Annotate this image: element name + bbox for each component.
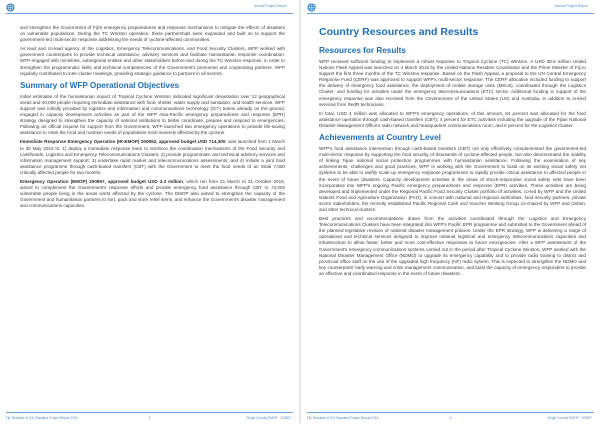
ir-emop-text: , was launched from 1 March to 30 May 2016 to: 1) deploy a immediate response team to reinforce the coordination mechanisms of the Food Security and Livelihoods, Logistics and Emergency Telecommunications Clusters; 2) provide programmatic and technical advisory services and information management support; 3) undertake rapid market and telecommunications assessments; and 4) initiate a joint food assistance programme through cash-based transfers (CBT) with the Government to meet the food needs of an initial 7,000 critically affected people for two months. xyxy=(20,139,286,175)
footer-left-label: Fiji, Republic of (FJ) Standard Project Report 2016 xyxy=(6,416,78,420)
footer-right-label: Fiji, Republic of (FJ) Standard Project Report 2016 xyxy=(307,416,379,420)
resources-paragraph-2: In total, USD 4 million was allocated to WFP's emergency operations; of this amount, 84 percent was allocated for the food assistance operation through cash-based transfers (CBT); 4 percent for ETC activities including the upgrade of the Fijian National Disaster Management Office's radio network and headquarters communications room; and 6 percent for the Logistics Cluster. xyxy=(319,110,586,128)
header-rule xyxy=(307,13,594,14)
ir-emop-title: Immediate Response Emergency Operation (IR-EMOP) 200952, approved budget USD 714,300 xyxy=(20,139,226,145)
right-page-body xyxy=(319,24,586,280)
achievements-paragraph-2: Best practices and recommendations drawn from the activities coordinated through the Logistics and Emergency Telecommunications Clusters have been integrated into WFP's Pacific EPR programme and submitted to the Government ahead of the planned legislative revision of national disaster management policies. Under the EPR strategy, WFP is delivering a range of operational and technical services designed to improve national logistical and emergency telecommunications capacities and infrastructure to allow faster, better and more cost-effective responses to future emergencies. After a WFP assessment of the Government's emergency communications systems carried out in the period after Tropical Cyclone Winston, WFP worked with the National Disaster Management Office (NDMO) to upgrade its emergency capability and to provide radio training to district and provincial office staff on the use of the upgraded high frequency (HF) radio system. This is expected to strengthen the NDMO and key counterparts' early warning and crisis management communication, and build the capacity of emergency responders to provide an effective and coordinated response in the event of future disasters. xyxy=(319,216,586,276)
section-title: Country Resources and Results xyxy=(319,26,479,38)
right-page xyxy=(301,0,600,424)
page-number: 5 xyxy=(148,416,151,420)
intro-paragraph-2: As lead and co-lead agency of the Logistics, Emergency Telecommunications, and Food Security Clusters, WFP worked with government counterparts to provide technical assistance, advisory services and facilitate humanitarian response coordination. WFP engaged with ministries, subregional entities and other stakeholders before and during the TC Winston response, in order to strengthen the programmatic skills and technical competencies of the Government's personnel and cooperating partners. WFP regularly contributed to inter-cluster meetings, providing strategic guidance to partners in all sectors. xyxy=(20,46,285,76)
achievements-heading: Achievements at Country Level xyxy=(319,133,441,143)
ir-emop-paragraph xyxy=(20,139,285,176)
resources-heading: Resources for Results xyxy=(319,46,406,55)
footer-rule xyxy=(6,412,293,413)
left-page-body xyxy=(20,25,285,212)
resources-paragraph-1: WFP received sufficient funding to implement a robust response to Tropical Cyclone (TC) Winston. A USD 38.6 million United Nations Flash Appeal was launched on 4 March 2016 by the United Nations Resident Coordinator and the Prime Minister of Fiji to support the first three months of the TC Winston response. Based on the Flash Appeal, a proposal to the UN Central Emergency Response Fund (CERF) was approved to support WFP's multi-sector response. The CERF allocation included funding to support the delivery of emergency food assistance, the deployment of mobile storage units (MSUs), coordinated through the Logistics Cluster; and funding for activities under the emergency telecommunications (ETC) sector. Additional funding in support of the emergency response was also received from the Governments of the United States (US) and Australia, in addition to in-kind services from RedR technicians. xyxy=(319,59,586,107)
summary-paragraph: Initial estimates of the humanitarian impact of Tropical Cyclone Winston indicated significant devastation over 12 geographical areas and 40,000 people requiring immediate assistance with food, shelter, water supply and sanitation, and health services. WFP support was initially provided by logistics and information and communications technology (ICT) teams already on the ground, engaged in capacity development activities as part of the WFP Asia-Pacific emergency preparedness and response (EPR) strategy designed to strengthen the capacity of national institutions to better coordinate, prepare and respond to emergencies. Following an official request for support from the Government, WFP launched two emergency operations to provide life-saving assistance to meet the food and nutrition needs of populations most severely affected by the cyclone. xyxy=(20,93,285,136)
intro-paragraph-1: and strengthen the Government of Fiji's emergency preparedness and response mechanisms to mitigate the effects of disasters on vulnerable populations. During the TC Winston operation, these partnerships were expanded and built on to support the government-led multi-sector response addressing the needs of cyclone-affected communities. xyxy=(20,25,285,43)
header-text: Annual Project Report xyxy=(253,4,287,8)
footer-project-ref: Single Country EMOP - 200957 xyxy=(246,416,291,420)
summary-heading: Summary of WFP Operational Objectives xyxy=(20,80,180,90)
left-page xyxy=(0,0,299,424)
achievements-paragraph-1: WFP's food assistance intervention through cash-based transfers (CBT) not only effectively complemented the government-led multi-sector response by supporting the food security of thousands of cyclone-affected people, but also demonstrated the viability of linking Fijian national social protection programmes with humanitarian assistance. Following the examination of key achievements, challenges and good practices, WFP is working with the Government to build on its existing social safety net systems to be able to swiftly scale up emergency response programmes to rapidly provide critical assistance to affected people in the event of future disasters. Capacity development activities in the areas of shock-responsive social safety nets have been incorporated into WFP's ongoing Pacific emergency preparedness and response (EPR) activities. These activities are being developed and implemented under the Regional Pacific Food Security Cluster portfolio of activities, co-led by WFP and the United Nations Food and Agriculture Organization (FAO), in concert with national and regional authorities, food security partners, private sector stakeholders, the recently established Pacific Regional Cash and Voucher Working Group co-chaired by WFP and Oxfam, and other technical clusters. xyxy=(319,146,586,212)
footer-project-ref: Single Country EMOP - 200957 xyxy=(547,416,592,420)
emop-paragraph xyxy=(20,179,285,209)
header-text: Annual Project Report xyxy=(554,4,588,8)
header-rule xyxy=(6,13,293,14)
wfp-logo-icon xyxy=(6,3,15,12)
page-number: 6 xyxy=(449,416,452,420)
wfp-logo-icon xyxy=(307,3,316,12)
emop-title: Emergency Operation (EMOP) 200957, approved budget USD 3.3 million xyxy=(20,178,183,184)
footer-rule xyxy=(307,412,594,413)
emop-text: , which ran from 21 March to 31 October 2016, aimed to complement the Government's response efforts and provide emergency food assistance through CBT to 72,000 vulnerable people living in the areas worst affected by the cyclone. The EMOP also aimed to strengthen the capacity of the Government and humanitarian partners to sort, pack and store relief items, and enhance the Government's disaster management and communications capacities. xyxy=(20,178,285,209)
